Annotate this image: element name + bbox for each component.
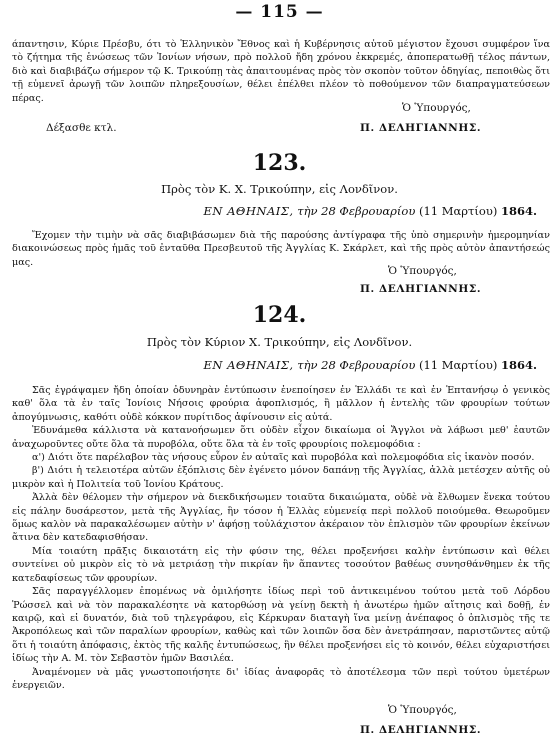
page-number: — 115 —: [235, 2, 324, 22]
date-paren: (11 Μαρτίου): [418, 358, 498, 372]
signature-role-124: Ὁ Ὑπουργός,: [388, 704, 457, 716]
body-paragraph-4: Μία τοιαύτη πρᾶξις δικαιοτάτη εἰς τὴν φύσιν της, θέλει προξενήσει καλὴν ἐντύπωσιν καὶ θέλει συντείνει οὐ μικρὸν εἰς τὸ νὰ μετριάσῃ τὴν πικρίαν ἣν ἅπαντες τοσούτον βαθέως συνησθάνθημεν ἐκ τῆς κατεδαφίσεως τῶν φρουρίων.: [12, 545, 550, 584]
continuation-text-block: [12, 38, 550, 105]
closing-formula: Δέξασθε κτλ.: [46, 122, 117, 134]
date-paren: (11 Μαρτίου): [418, 204, 498, 218]
body-paragraph-1: Σᾶς ἐγράψαμεν ἤδη ὁποίαν ὀδυνηρὰν ἐντύπωσιν ἐνεποίησεν ἐν Ἑλλάδι τε καὶ ἐν Ἑπτανήσῳ ὁ γενικὸς καθ' ὅλα τὰ ἐν ταῖς Ἰονίοις Νήσοις φρούρια ἀφοπλισμός, ἢ μᾶλλον ἡ ἐντελὴς τῶν φρουρίων τούτων ἀπογύμνωσις, καθότι οὐδὲ κόκκον πυρίτιδος ἀφίνουσιν εἰς αὐτά.: [12, 385, 550, 423]
list-item-a: α') Διότι ὅτε παρέλαβον τὰς νήσους εὗρον ἐν αὐταῖς καὶ πυροβόλα καὶ πολεμοφόδια εἰς ἱκανὸν ποσόν.: [32, 452, 535, 464]
list-item-b: β') Διότι ἡ τελειοτέρα αὐτῶν ἐξόπλισις δὲν ἐγένετο μόνον δαπάνῃ τῆς Ἀγγλίας, ἀλλὰ μετέσχεν αὐτῆς οὐ μικρὸν καὶ ἡ Πολιτεία τοῦ Ἰονίου Κράτους.: [12, 465, 550, 490]
dateline-123: [204, 204, 537, 218]
addressee-124: Πρὸς τὸν Κύριον Χ. Τρικούπην, εἰς Λονδῖνον.: [146, 335, 413, 349]
document-number-123: 123.: [252, 150, 307, 176]
body-paragraph-2: Ἐδυνάμεθα κάλλιστα νὰ κατανοήσωμεν ὅτι οὐδὲν εἶχον δικαίωμα οἱ Ἄγγλοι νὰ λάβωσι μεθ' ἑαυτῶν ἀναχωροῦντες οὔτε ὅλα τὰ πυροβόλα, οὔτε ὅλα τὰ ἐν τοῖς φρουρίοις πολεμοφόδια :: [12, 425, 550, 450]
dateline-124: [204, 358, 537, 372]
date-year: 1864.: [500, 358, 537, 372]
continuation-paragraph: άπαντησιν, Κύριε Πρέσβυ, ότι τὸ Ἑλληνικὸν Ἔθνος καὶ ἡ Κυβέρνησις αὐτοῦ μέγιστον ἔχουσι συμφέρον ἵνα τὸ ζήτημα τῆς ἑνώσεως τῶν Ἰονίων νήσων, πρὸ πολλοῦ ἤδη χρόνου ἐκκρεμές, ἀποπερατωθῇ τέλος πάντων, διὸ καὶ διαβιβάζω σήμερον τῷ Κ. Τρικούπῃ τὰς ἀπαιτουμένας πρὸς τὸν σκοπὸν τοῦτον ὁδηγίας, πεποιθὼς ὅτι τῇ εὐμενεῖ ἀρωγῇ τῶν λοιπῶν πληρεξουσίων, θέλει ἐπέλθει πλέον τὸ ποθούμενον τῶν διαπραγματεύσεων πέρας.: [12, 39, 550, 104]
signature-role-123: Ὁ Ὑπουργός,: [388, 265, 457, 277]
body-124-block: [12, 384, 550, 692]
date-city: ΕΝ ΑΘΗΝΑΙΣ,: [203, 358, 294, 372]
document-number-124: 124.: [252, 302, 307, 328]
signature-name-123: Π. ΔΕΛΗΓΙΑΝΝΗΣ.: [360, 283, 482, 295]
addressee-123: Πρὸς τὸν Κ. Χ. Τρικούπην, εἰς Λονδῖνον.: [161, 182, 398, 196]
signature-role: Ὁ Ὑπουργός,: [402, 102, 471, 114]
body-123-block: [12, 229, 550, 269]
date-year: 1864.: [500, 204, 537, 218]
date-city: ΕΝ ΑΘΗΝΑΙΣ,: [203, 204, 294, 218]
body-paragraph-123: Ἔχομεν τὴν τιμὴν νὰ σᾶς διαβιβάσωμεν διὰ τῆς παρούσης ἀντίγραφα τῆς ὑπὸ σημερινὴν ἡμερομηνίαν διακοινώσεως πρὸς ἡμᾶς τοῦ ἐνταῦθα Πρεσβευτοῦ τῆς Ἀγγλίας Κ. Σκάρλετ, καὶ τῆς πρὸς αὐτὸν ἀπαντήσεώς μας.: [12, 230, 550, 268]
date-text: τὴν 28 Φεβρουαρίου: [297, 204, 416, 218]
body-paragraph-3: Ἀλλὰ δὲν θέλομεν τὴν σήμερον νὰ διεκδικήσωμεν τοιαῦτα δικαιώματα, οὐδὲ νὰ ἔλθωμεν ἕνεκα τούτου εἰς πάλην δυσάρεστον, μετὰ τῆς Ἀγγλίας, ἣν τόσον ἡ Ἑλλὰς εὐμενείᾳ περὶ πολλοῦ ποιούμεθα. Θεωροῦμεν ὅμως καλὸν νὰ παρακαλέσωμεν αὐτὴν ν' ἀφήσῃ τοὐλάχιστον ἀκέραιον τὸν ἐπλισμὸν τῶν φρουρίων ἐκείνων ἅτινα δὲν κατεδαφισθήσαν.: [12, 492, 550, 544]
body-paragraph-6: Ἀναμένομεν νὰ μᾶς γνωστοποιήσητε δι' ἰδίας ἀναφορᾶς τὸ ἀποτέλεσμα τῶν περὶ τούτου ὑμετέρων ἐνεργειῶν.: [12, 666, 550, 691]
signature-name-124: Π. ΔΕΛΗΓΙΑΝΝΗΣ.: [360, 724, 482, 736]
body-paragraph-5: Σᾶς παραγγέλλομεν ἐπομένως νὰ ὁμιλήσητε ἰδίως περὶ τοῦ ἀντικειμένου τούτου μετὰ τοῦ Λόρδου Ῥώσσελ καὶ νὰ τὸν παρακαλέσητε νὰ κατορθώσῃ νὰ γείνῃ δεκτὴ ἡ ἀνωτέρω ἡμῶν αἴτησις καὶ δοθῇ, ἐν καιρῷ, καὶ εἰ δυνατόν, διὰ τοῦ τηλεγράφου, εἰς Κέρκυραν διαταγὴ ἵνα μείνῃ ἀνέπαφος ὁ ὁπλισμὸς τῆς τε Ἀκροπόλεως καὶ τῶν παραλίων φρουρίων, καθὼς καὶ τῶν λοιπῶν ὅσα δὲν ἀνετράπησαν, παριστῶντες αὐτῷ ὅτι ἡ τοιαύτη ἀπόφασις, ἐκτὸς τῆς καλῆς ἐντυπώσεως, ἣν θέλει προξενήσει εἰς τὸ κοινόν, θέλει εὐχαριστήσει ἰδίως τὴν Α. Μ. τὸν Σεβαστὸν ἡμῶν Βασιλέα.: [12, 586, 550, 665]
signature-name: Π. ΔΕΛΗΓΙΑΝΝΗΣ.: [360, 122, 482, 134]
date-text: τὴν 28 Φεβρουαρίου: [297, 358, 416, 372]
